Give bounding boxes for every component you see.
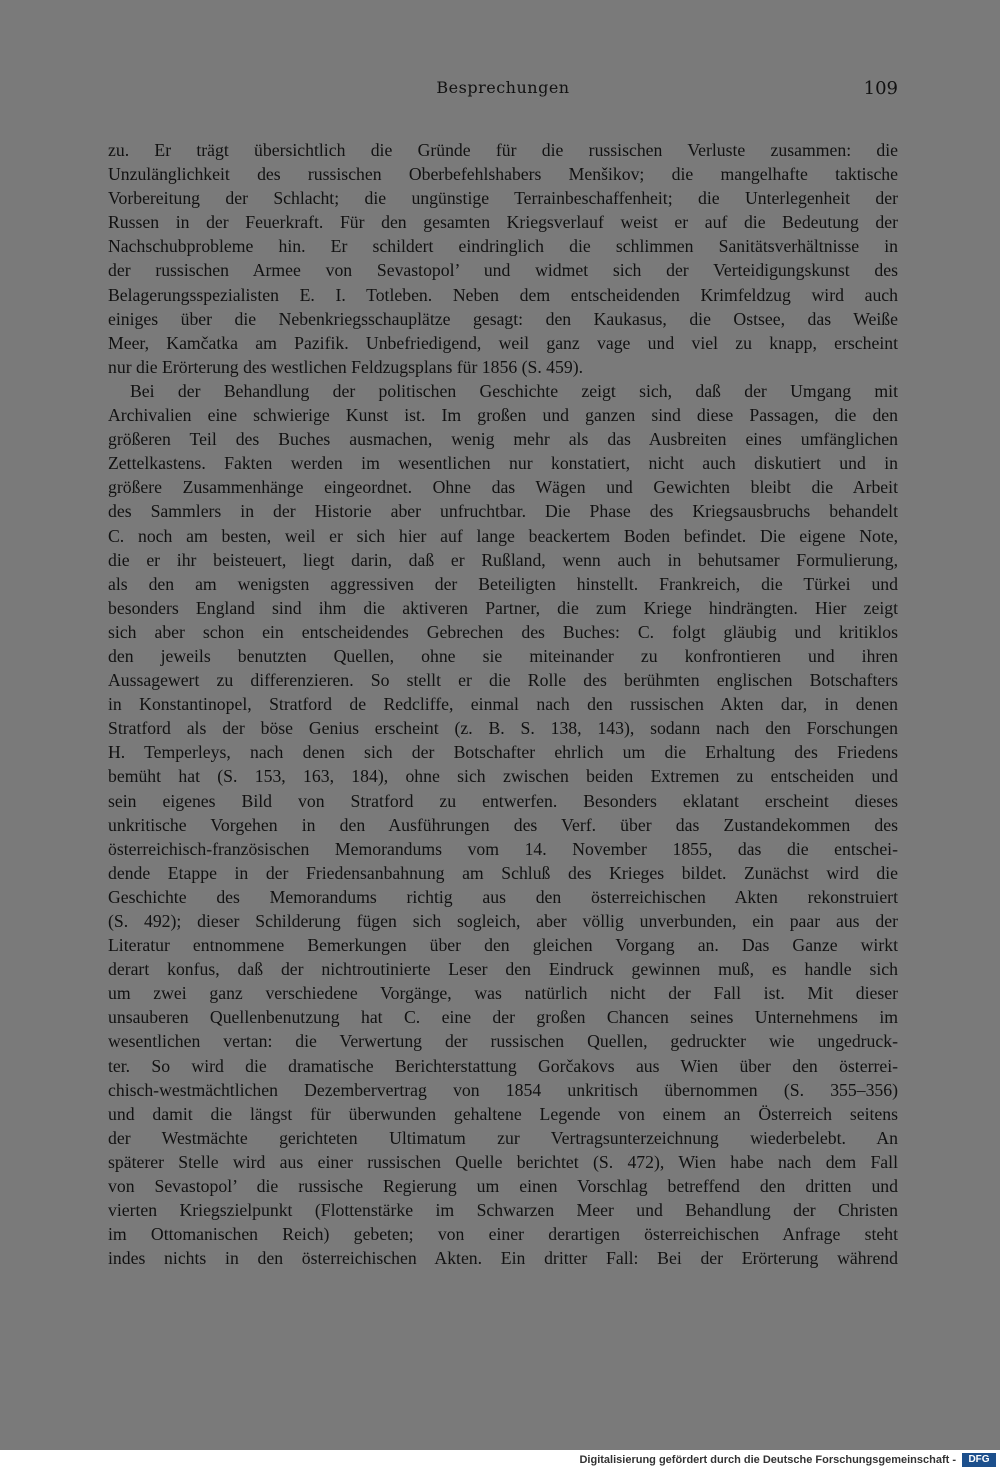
text-line: späterer Stelle wird aus einer russischen Quelle berichtet (S. 472), Wien habe nach dem Fall: [108, 1151, 898, 1172]
text-line: Vorbereitung der Schlacht; die ungünstige Terrainbeschaffenheit; die Unterlegenheit der: [108, 188, 898, 209]
text-line: der russischen Armee von Sevastopol’ und widmet sich der Verteidigungskunst des: [108, 260, 898, 281]
text-line: unkritische Vorgehen in den Ausführungen des Verf. über das Zustandekommen des: [108, 814, 898, 835]
text-line: dende Etappe in der Friedensanbahnung am Schluß des Krieges bildet. Zunächst wird die: [108, 862, 898, 883]
text-line: Unzulänglichkeit des russischen Oberbefehlshabers Menšikov; die mangelhafte taktische: [108, 164, 898, 185]
text-line: österreichisch-französischen Memorandums vom 14. November 1855, das die entschei-: [108, 838, 898, 859]
text-line: H. Temperleys, nach denen sich der Botschafter ehrlich um die Erhaltung des Friedens: [108, 742, 898, 763]
text-line: von Sevastopol’ die russische Regierung um einen Vorschlag betreffend den dritten und: [108, 1176, 898, 1197]
running-title: Besprechungen: [436, 78, 570, 97]
text-line: zu. Er trägt übersichtlich die Gründe für die russischen Verluste zusammen: die: [108, 140, 898, 160]
text-line: Zettelkastens. Fakten werden im wesentlichen nur konstatiert, nicht auch diskutiert und in: [108, 453, 898, 474]
text-line: Geschichte des Memorandums richtig aus den österreichischen Akten rekonstruiert: [108, 886, 898, 907]
text-line: wesentlichen vertan: die Verwertung der russischen Quellen, gedruckter wie ungedruck-: [108, 1031, 898, 1052]
text-line: um zwei ganz verschiedene Vorgänge, was natürlich nicht der Fall ist. Mit dieser: [108, 983, 898, 1004]
page-number: 109: [863, 78, 898, 99]
text-line: Belagerungsspezialisten E. I. Totleben. Neben dem entscheidenden Krimfeldzug wird auch: [108, 284, 898, 305]
text-line: Aussagewert zu differenzieren. So stellt er die Rolle des berühmten englischen Botschafters: [108, 670, 898, 691]
text-line: besonders England sind ihm die aktiveren Partner, die zum Kriege hindrängten. Hier zeigt: [108, 597, 898, 618]
text-line: des Sammlers in der Historie aber unfruchtbar. Die Phase des Kriegsausbruchs behandelt: [108, 501, 898, 522]
text-line: größeren Teil des Buches ausmachen, wenig mehr als das Ausbreiten eines umfänglichen: [108, 429, 898, 450]
dfg-logo: DFG: [962, 1453, 996, 1467]
text-line: Russen in der Feuerkraft. Für den gesamten Kriegsverlauf weist er auf die Bedeutung der: [108, 212, 898, 233]
text-line: Stratford als der böse Genius erscheint (z. B. S. 138, 143), sodann nach den Forschungen: [108, 718, 898, 739]
footer-bar: [0, 1450, 1000, 1470]
text-line: unsauberen Quellenbenutzung hat C. eine der großen Chancen seines Unternehmens im: [108, 1007, 898, 1028]
text-line: der Westmächte gerichteten Ultimatum zur Vertragsunterzeichnung wiederbelebt. An: [108, 1127, 898, 1148]
text-line: Nachschubprobleme hin. Er schildert eindringlich die schlimmen Sanitätsverhältnisse in: [108, 236, 898, 257]
text-line: derart konfus, daß der nichtroutinierte Leser den Eindruck gewinnen muß, es handle sich: [108, 959, 898, 980]
text-line: Meer, Kamčatka am Pazifik. Unbefriedigend, weil ganz vage und viel zu knapp, erscheint: [108, 332, 898, 353]
text-line: im Ottomanischen Reich) gebeten; von einer derartigen österreichischen Anfrage steht: [108, 1224, 898, 1245]
text-line: sich aber schon ein entscheidendes Gebrechen des Buches: C. folgt gläubig und kritiklos: [108, 621, 898, 642]
text-line: vierten Kriegszielpunkt (Flottenstärke im Schwarzen Meer und Behandlung der Christen: [108, 1200, 898, 1221]
text-line: einiges über die Nebenkriegsschauplätze gesagt: den Kaukasus, die Ostsee, das Weiße: [108, 308, 898, 329]
text-line: die er ihr beisteuert, liegt darin, daß er Rußland, wenn auch in behutsamer Formulierung,: [108, 549, 898, 570]
text-line: bemüht hat (S. 153, 163, 184), ohne sich zwischen beiden Extremen zu entscheiden und: [108, 766, 898, 787]
text-line: Bei der Behandlung der politischen Geschichte zeigt sich, daß der Umgang mit: [130, 380, 898, 401]
text-line: C. noch am besten, weil er sich hier auf lange beackertem Boden befindet. Die eigene Note,: [108, 525, 898, 546]
text-line: als den am wenigsten aggressiven der Beteiligten hinstellt. Frankreich, die Türkei und: [108, 573, 898, 594]
body-text: [108, 138, 898, 1270]
text-line: den jeweils benutzten Quellen, ohne sie miteinander zu konfrontieren und ihren: [108, 645, 898, 666]
running-header: [108, 78, 898, 102]
text-line: Archivalien eine schwierige Kunst ist. Im großen und ganzen sind diese Passagen, die den: [108, 405, 898, 426]
text-line: ter. So wird die dramatische Berichterstattung Gorčakovs aus Wien über den österrei-: [108, 1055, 898, 1076]
text-line: größere Zusammenhänge eingeordnet. Ohne das Wägen und Gewichten bleibt die Arbeit: [108, 477, 898, 498]
text-line: indes nichts in den österreichischen Akten. Ein dritter Fall: Bei der Erörterung während: [108, 1248, 898, 1269]
text-line: sein eigenes Bild von Stratford zu entwerfen. Besonders eklatant erscheint dieses: [108, 790, 898, 811]
funding-note: Digitalisierung gefördert durch die Deutsche Forschungsgemeinschaft -: [579, 1454, 956, 1466]
text-line: (S. 492); dieser Schilderung fügen sich sogleich, aber völlig unverbunden, ein paar aus der: [108, 911, 898, 931]
text-line: chisch-westmächtlichen Dezembervertrag von 1854 unkritisch übernommen (S. 355–356): [108, 1079, 898, 1100]
text-line: in Konstantinopel, Stratford de Redcliffe, einmal nach den russischen Akten dar, in denen: [108, 694, 898, 715]
text-line: und damit die längst für überwunden gehaltene Legende von einem an Österreich seitens: [108, 1103, 898, 1124]
text-line: Literatur entnommene Bemerkungen über den gleichen Vorgang an. Das Ganze wirkt: [108, 935, 898, 956]
text-line: nur die Erörterung des westlichen Feldzugsplans für 1856 (S. 459).: [108, 356, 584, 377]
